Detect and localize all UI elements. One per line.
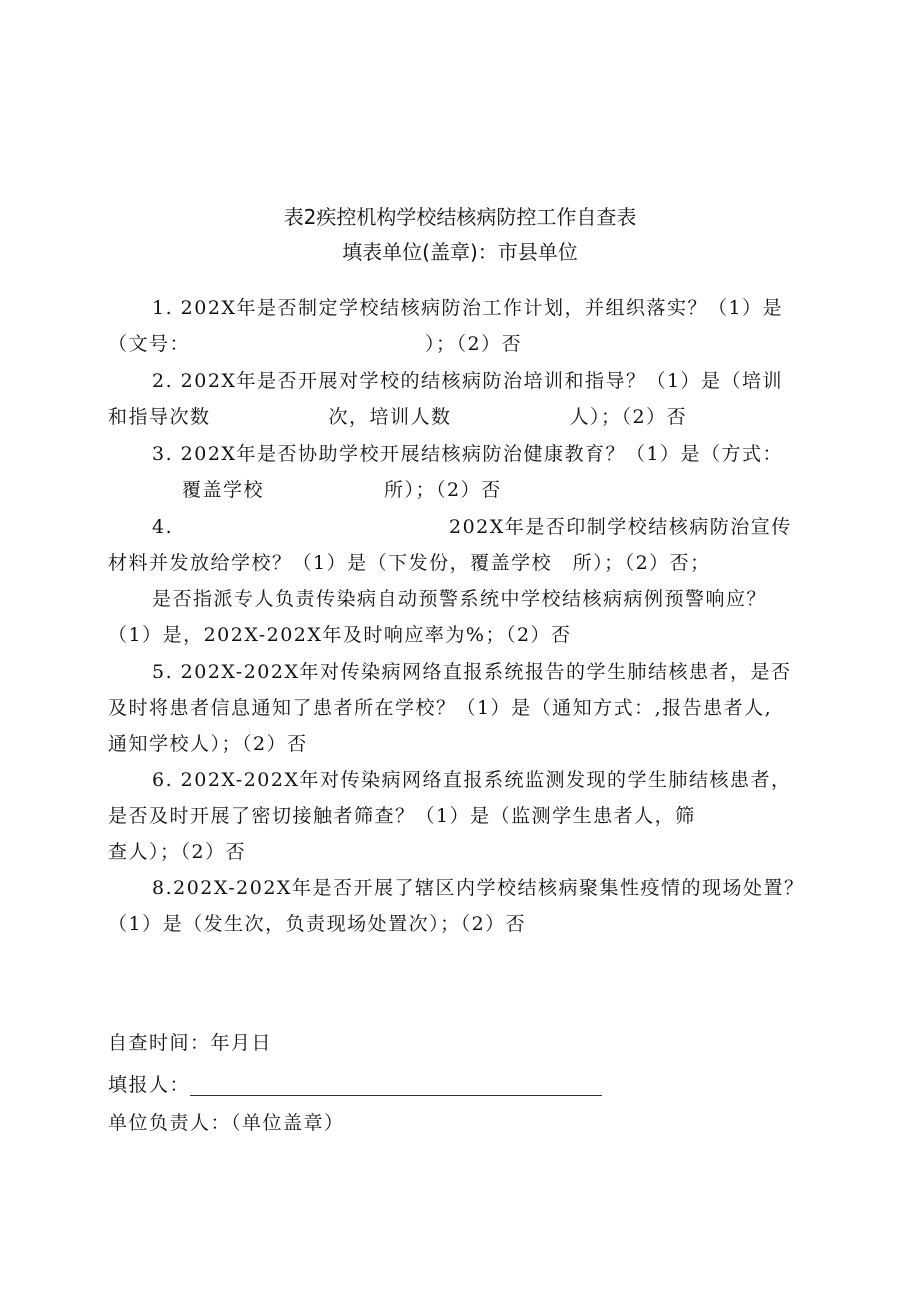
q2-line2-a: 和指导次数 [108,406,211,428]
q4-line4: （1）是，202X-202X年及时响应率为%；（2）否 [108,624,572,646]
q1-line2-start: （文号： [108,333,191,355]
q3-line2-b: 所）；（2）否 [384,479,502,501]
q1-line2-end: ）；（2）否 [425,333,523,355]
q2-line2-c: 人）；（2）否 [569,406,688,428]
unit-head: 单位负责人：（单位盖章） [108,1112,345,1134]
q8-line2: （1）是（发生次，负责现场处置次）；（2）否 [108,913,527,935]
q6-line2: 是否及时开展了密切接触者筛查？（1）是（监测学生患者人，筛 [108,805,696,827]
q4-line2: 材料并发放给学校？（1）是（下发份，覆盖学校 所）；（2）否； [108,552,711,574]
q4-line3: 是否指派专人负责传染病自动预警系统中学校结核病病例预警响应？ [152,588,768,610]
q5-line3: 通知学校人）；（2）否 [108,733,308,755]
q4-number: 4. [152,516,174,538]
filler-signature-line[interactable] [190,1095,602,1096]
q2-line1: 2. 202X年是否开展对学校的结核病防治培训和指导？（1）是（培训 [152,370,784,392]
q5-line2: 及时将患者信息通知了患者所在学校？（1）是（通知方式：,报告患者人, [108,697,773,719]
q6-line1: 6. 202X-202X年对传染病网络直报系统监测发现的学生肺结核患者， [152,769,792,791]
q4-line1: 202X年是否印制学校结核病防治宣传 [449,516,792,538]
q2-line2-b: 次，培训人数 [328,406,452,428]
q3-line2-a: 覆盖学校 [182,479,265,501]
document-title: 表2疾控机构学校结核病防控工作自查表 [283,205,637,229]
q5-line1: 5. 202X-202X年对传染病网络直报系统报告的学生肺结核患者，是否 [152,661,792,683]
q6-line3: 查人）；（2）否 [108,841,247,863]
q3-line1: 3. 202X年是否协助学校开展结核病防治健康教育？（1）是（方式： [152,443,784,465]
q1-line1: 1. 202X年是否制定学校结核病防治工作计划，并组织落实？（1）是 [152,297,784,319]
q1-line2 [108,331,522,357]
check-time: 自查时间：年月日 [108,1032,273,1054]
unit-line: 填表单位(盖章)：市县单位 [342,240,578,264]
filler-label: 填报人： [108,1074,191,1096]
q2-line2 [108,404,687,430]
q3-line2 [182,477,502,503]
q8-line1: 8.202X-202X年是否开展了辖区内学校结核病聚集性疫情的现场处置？ [152,877,805,899]
